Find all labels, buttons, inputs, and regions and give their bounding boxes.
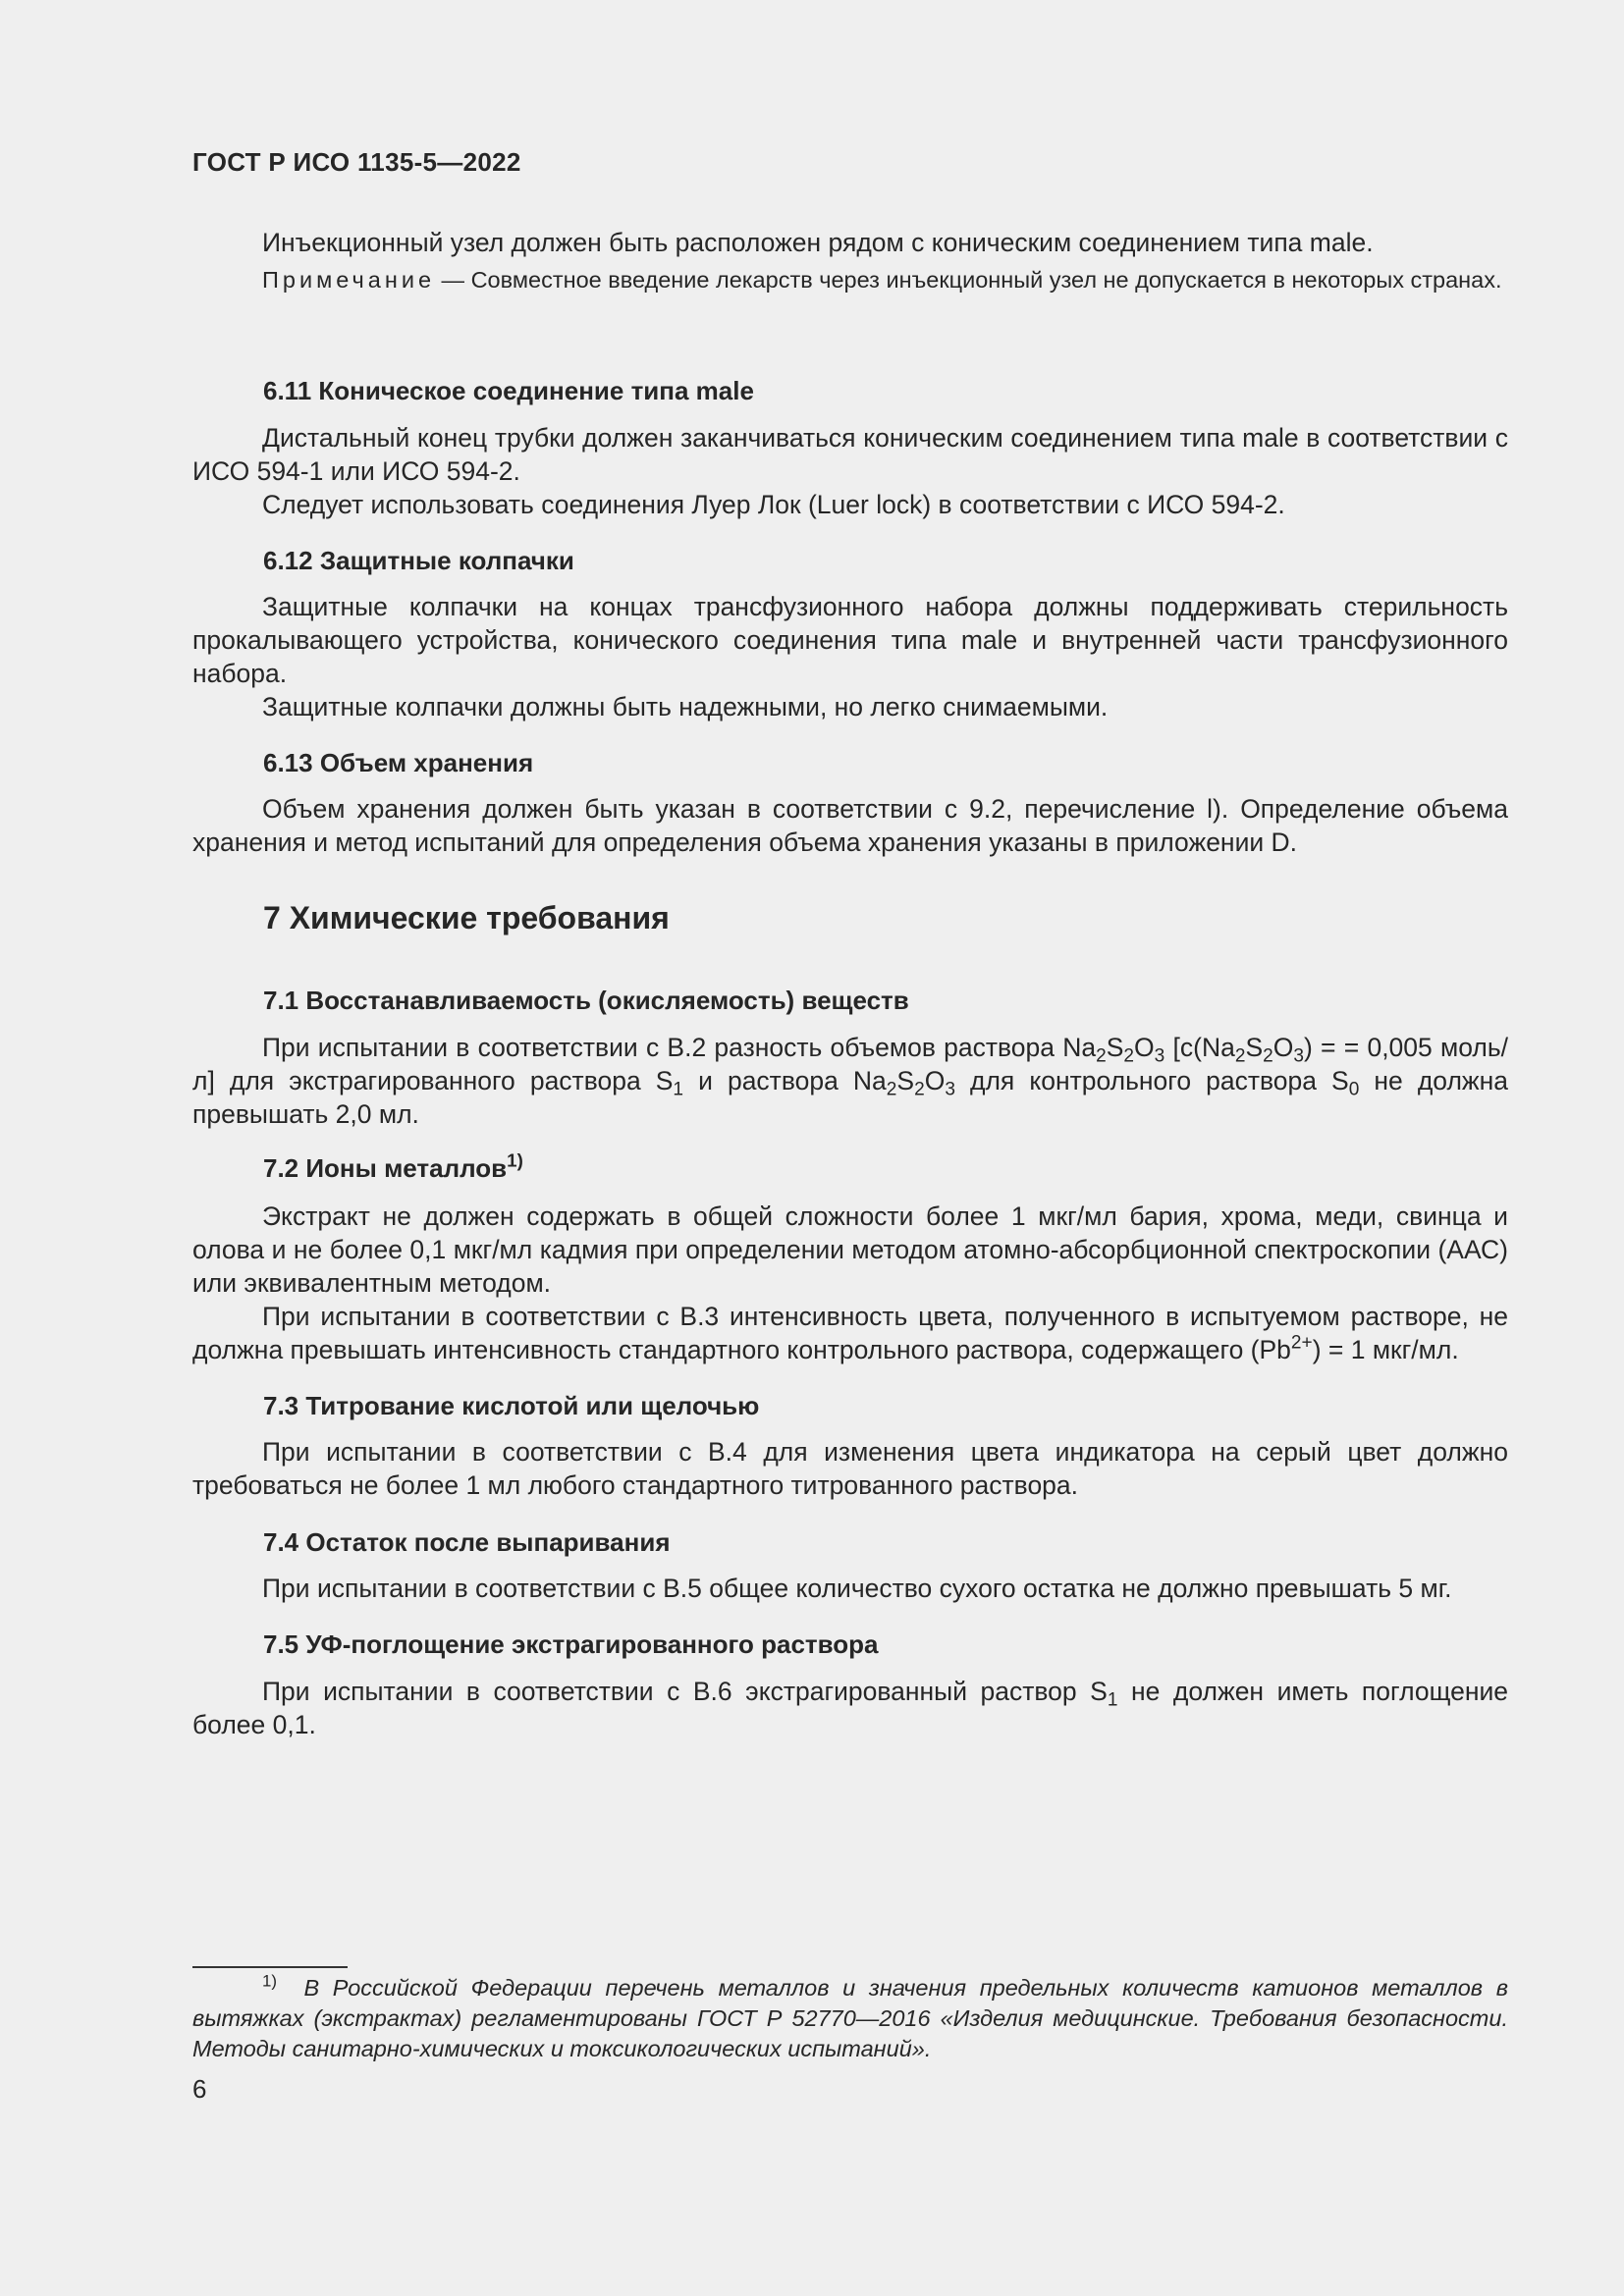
footnote-mark: 1) <box>262 1971 278 1991</box>
paragraph: Дистальный конец трубки должен заканчиваться коническим соединением типа male в соответствии с ИСО 594-1 или ИСО 594-2. <box>192 423 1508 486</box>
paragraph: Объем хранения должен быть указан в соответствии с 9.2, перечисление l). Определение объема хранения и метод испытаний для определения объема хранения указаны в приложении D. <box>192 794 1508 857</box>
note-label: Примечание <box>262 267 436 293</box>
paragraph: Следует использовать соединения Луер Лок (Luer lock) в соответствии с ИСО 594-2. <box>262 490 1285 519</box>
section-heading-7-2: 7.2 Ионы металлов$^{1)}$ <box>263 1149 523 1183</box>
paragraph: При испытании в соответствии с В.5 общее количество сухого остатка не должно превышать 5 мг. <box>262 1574 1452 1603</box>
document-id-header: ГОСТ Р ИСО 1135-5—2022 <box>192 147 521 177</box>
note <box>192 265 1508 294</box>
section-heading-6-13: 6.13 Объем хранения <box>263 748 534 777</box>
paragraph: При испытании в соответствии с В.2 разность объемов раствора $Na_2S_2O_3$ [$c(Na_2S_2O_3)$ = = 0,005 моль/л] для экстрагированного раствора $S_1$ и раствора $Na_2S_2O_3$ для контрольного раствора $S_0$ не должна превышать 2,0 мл. <box>192 1033 1509 1129</box>
section-6-13-body <box>192 792 1508 859</box>
section-heading-6-12: 6.12 Защитные колпачки <box>263 546 574 575</box>
section-heading-7-5: 7.5 УФ-поглощение экстрагированного раствора <box>263 1629 879 1659</box>
paragraph: Экстракт не должен содержать в общей сложности более 1 мкг/мл бария, хрома, меди, свинца и олова и не более 0,1 мкг/мл кадмия при определении методом атомно-абсорбционной спектроскопии (ААС) или эквивалентным методом. <box>192 1201 1508 1298</box>
paragraph: Защитные колпачки должны быть надежными, но легко снимаемыми. <box>262 692 1109 721</box>
footnote <box>192 1973 1508 2064</box>
paragraph: Инъекционный узел должен быть расположен рядом с коническим соединением типа male. <box>262 228 1374 257</box>
paragraph: При испытании в соответствии с В.6 экстрагированный раствор $S_1$ не должен иметь поглощение более 0,1. <box>192 1677 1509 1739</box>
section-7-5-body <box>192 1675 1508 1741</box>
section-7-3-body <box>192 1435 1508 1502</box>
section-heading-7-4: 7.4 Остаток после выпаривания <box>263 1527 671 1557</box>
section-7-2-body <box>192 1200 1508 1366</box>
paragraph: При испытании в соответствии с В.4 для изменения цвета индикатора на серый цвет должно требоваться не более 1 мл любого стандартного титрованного раствора. <box>192 1437 1508 1500</box>
section-7-1-body <box>192 1031 1508 1131</box>
footnote-reference[interactable]: 1) <box>507 1149 523 1171</box>
section-7-4-body <box>192 1572 1508 1605</box>
section-6-12-body <box>192 590 1508 723</box>
section-heading-7-1: 7.1 Восстанавливаемость (окисляемость) веществ <box>263 986 909 1015</box>
page-number: 6 <box>192 2074 207 2104</box>
section-6-11-body <box>192 421 1508 521</box>
footnote-divider <box>192 1966 348 1968</box>
paragraph: Защитные колпачки на концах трансфузионного набора должны поддерживать стерильность прокалывающего устройства, конического соединения типа male и внутренней части трансфузионного набора. <box>192 592 1508 688</box>
section-heading-7-3: 7.3 Титрование кислотой или щелочью <box>263 1391 760 1420</box>
section-heading-6-11: 6.11 Коническое соединение типа male <box>263 376 754 405</box>
paragraph: При испытании в соответствии с В.3 интенсивность цвета, полученного в испытуемом растворе, не должна превышать интенсивность стандартного контрольного раствора, содержащего $(Pb^{2+}) = 1$ мкг/мл. <box>192 1302 1508 1364</box>
footnote-text: В Российской Федерации перечень металлов и значения предельных количеств катионов металлов в вытяжках (экстрактах) регламентированы ГОСТ Р 52770—2016 «Изделия медицинские. Требования безопасности. Методы санитарно-химических и токсикологических испытаний». <box>192 1975 1508 2061</box>
intro-block <box>192 226 1508 294</box>
note-text: — Совместное введение лекарств через инъекционный узел не допускается в некоторых странах. <box>435 267 1502 293</box>
chapter-heading-7: 7 Химические требования <box>263 900 670 935</box>
